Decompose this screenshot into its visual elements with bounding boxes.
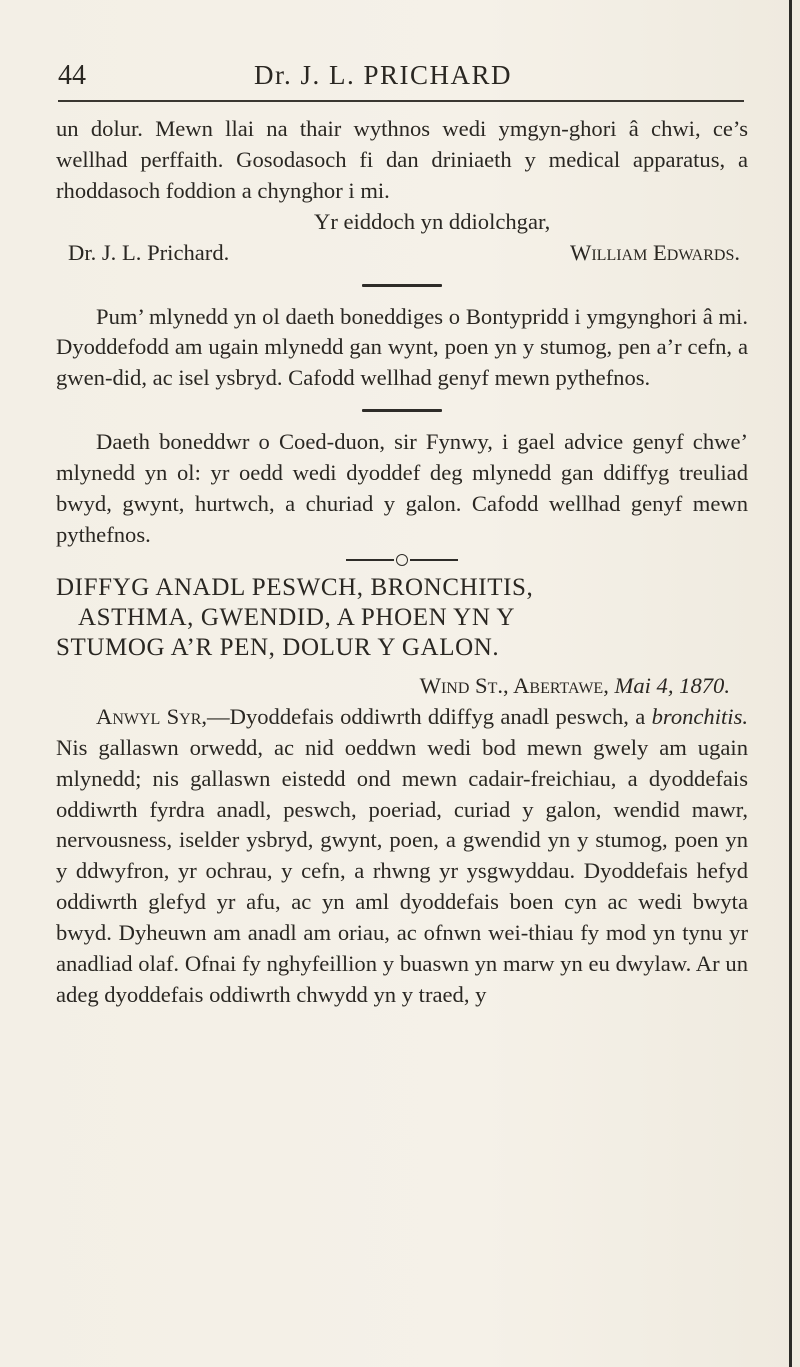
section-body-italic: bronchitis. xyxy=(651,703,749,729)
headline-line-1: DIFFYG ANADL PESWCH, BRONCHITIS, xyxy=(56,573,534,601)
header-rule xyxy=(58,100,744,102)
headline-line-2: ASTHMA, GWENDID, A PHOEN YN Y xyxy=(78,603,516,631)
section-body-start: —Dyoddefais oddiwrth ddiffyg anadl peswch, a xyxy=(207,703,646,729)
page-edge xyxy=(789,0,792,1367)
page-number: 44 xyxy=(58,60,86,91)
section-body xyxy=(56,702,748,1011)
separator-rule xyxy=(362,409,442,412)
letter-3-body: Daeth boneddwr o Coed-duon, sir Fynwy, i gael advice genyf chwe’ mlynedd yn ol: yr oedd wedi dyoddef deg mlynedd gan ddiffyg treuliad bwyd, gwynt, hurtwch, a churiad y galon. Cafodd wellhad genyf mewn pythefnos. xyxy=(56,429,748,547)
ornament-line-left xyxy=(346,559,394,561)
page-header xyxy=(58,60,758,100)
section-body-rest: Nis gallaswn orwedd, ac nid oeddwn wedi bod mewn gwely am ugain mlynedd; nis gallaswn eistedd ond mewn cadair-freichiau, a dyoddefais oddiwrth fyrdra anadl, peswch, poeriad, curiad y galon, wendid mawr, nervousness, iselder ysbryd, gwynt, poen, a gwendid yn y stumog, poen yn y ddwyfron, yr ochrau, y cefn, a rhwng yr ysgwyddau. Dyoddefais hefyd oddiwrth glefyd yr afu, ac yn aml dyoddefais boen cyn ac wedi bwyta bwyd. Dyheuwn am anadl am oriau, ac ofnwn wei-thiau fy mod yn tynu yr anadliad olaf. Ofnai fy nghyfeillion y buaswn yn marw yn eu dwylaw. Ar un adeg dyoddefais oddiwrth chwydd yn y traed, y xyxy=(56,734,748,1007)
headline-line-3: STUMOG A’R PEN, DOLUR Y GALON. xyxy=(56,633,500,661)
dateline-place: Wind St., Abertawe, xyxy=(419,672,609,698)
letter-1-body: un dolur. Mewn llai na thair wythnos wedi ymgyn-ghori â chwi, ce’s wellhad perffaith. Gosodasoch fi dan driniaeth y medical apparatus, a rhoddasoch foddion a chynghor i mi. xyxy=(56,116,748,203)
ornament-circle xyxy=(396,554,408,566)
ornament-rule xyxy=(56,549,748,571)
section-headline xyxy=(56,573,748,663)
letter-1-closing: Yr eiddoch yn ddiolchgar, xyxy=(314,208,551,234)
ornament-line-right xyxy=(410,559,458,561)
letter-2-body: Pum’ mlynedd yn ol daeth boneddiges o Bontypridd i ymgynghori â mi. Dyoddefodd am ugain mlynedd gan wynt, poen yn y stumog, pen a’r cefn, a gwen-did, ac isel ysbryd. Cafodd wellhad genyf mewn pythefnos. xyxy=(56,303,748,391)
letter-1-signature: William Edwards. xyxy=(570,239,740,265)
dateline xyxy=(56,671,748,702)
salutation: Anwyl Syr, xyxy=(96,703,208,729)
page-content xyxy=(56,114,748,1011)
dateline-date: Mai 4, 1870. xyxy=(614,672,730,698)
running-head: Dr. J. L. PRICHARD xyxy=(254,60,513,90)
letter-1-signoff xyxy=(56,238,748,269)
letter-1-addressee: Dr. J. L. Prichard. xyxy=(68,239,230,265)
separator-rule xyxy=(362,284,442,287)
